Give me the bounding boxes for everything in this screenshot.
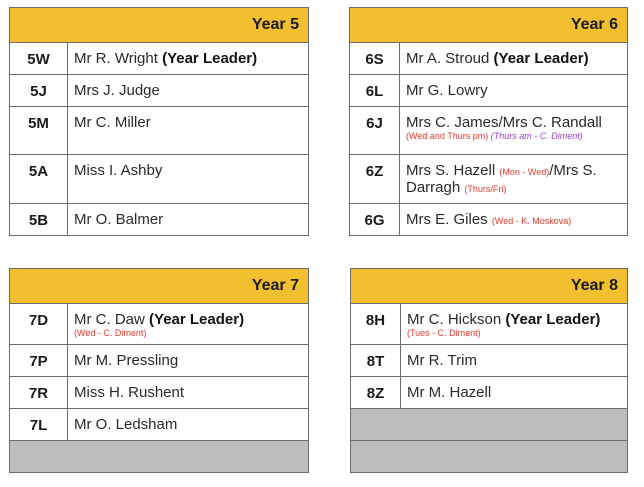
cover-note: (Tues - C. Diment) bbox=[407, 328, 481, 338]
table-row bbox=[350, 43, 628, 75]
table-row bbox=[10, 304, 309, 345]
empty-cell bbox=[351, 441, 628, 473]
class-code: 7L bbox=[10, 409, 68, 441]
cover-note-time: (Wed and Thurs pm) bbox=[406, 131, 489, 141]
teacher-name: Mrs J. Judge bbox=[68, 75, 309, 107]
teacher-cell bbox=[400, 107, 628, 155]
class-code: 5A bbox=[10, 155, 68, 204]
teacher-name: Mr M. Hazell bbox=[401, 377, 628, 409]
teacher-name: Mr R. Trim bbox=[401, 345, 628, 377]
table-row bbox=[10, 345, 309, 377]
teacher-name: Mr O. Balmer bbox=[68, 204, 309, 236]
cover-note bbox=[406, 131, 627, 142]
class-code: 5J bbox=[10, 75, 68, 107]
year7-header-row bbox=[10, 269, 309, 304]
class-code: 8T bbox=[351, 345, 401, 377]
table-row bbox=[351, 304, 628, 345]
year5-title: Year 5 bbox=[10, 8, 309, 43]
role-label: (Year Leader) bbox=[493, 50, 589, 67]
empty-row bbox=[351, 441, 628, 473]
year8-table bbox=[350, 268, 628, 473]
teacher-name: Mrs S. Hazell bbox=[406, 162, 496, 179]
cover-note: (Mon - Wed) bbox=[499, 167, 550, 177]
cover-note-teacher: (Thurs am - C. Diment) bbox=[490, 131, 583, 141]
table-row bbox=[351, 345, 628, 377]
table-row bbox=[350, 204, 628, 236]
class-code: 8H bbox=[351, 304, 401, 345]
class-code: 6S bbox=[350, 43, 400, 75]
teacher-cell bbox=[400, 155, 628, 204]
teacher-cell bbox=[68, 304, 309, 345]
class-code: 6L bbox=[350, 75, 400, 107]
teacher-name: Mr A. Stroud bbox=[406, 50, 490, 67]
teacher-name: Mr R. Wright bbox=[74, 50, 158, 67]
year7-title: Year 7 bbox=[10, 269, 309, 304]
teacher-name: /Mrs S. Darragh bbox=[406, 162, 597, 196]
table-row bbox=[10, 377, 309, 409]
table-row bbox=[10, 409, 309, 441]
year5-header-row bbox=[10, 8, 309, 43]
cover-note: (Thurs/Fri) bbox=[464, 184, 507, 194]
table-row bbox=[10, 43, 309, 75]
cover-note: (Wed - C. Diment) bbox=[74, 328, 147, 338]
role-label: (Year Leader) bbox=[149, 311, 245, 328]
teacher-name: Mr M. Pressling bbox=[68, 345, 309, 377]
teacher-cell bbox=[400, 43, 628, 75]
teacher-cell bbox=[401, 304, 628, 345]
class-code: 7R bbox=[10, 377, 68, 409]
year6-header-row bbox=[350, 8, 628, 43]
year7-table bbox=[9, 268, 309, 473]
teacher-name: Mr O. Ledsham bbox=[68, 409, 309, 441]
table-row bbox=[10, 204, 309, 236]
teacher-cell bbox=[68, 43, 309, 75]
cover-note: (Wed - K. Moskova) bbox=[491, 216, 572, 226]
empty-cell bbox=[10, 441, 309, 473]
table-row bbox=[350, 107, 628, 155]
table-row bbox=[351, 377, 628, 409]
teacher-name: Miss H. Rushent bbox=[68, 377, 309, 409]
table-row bbox=[350, 155, 628, 204]
teacher-name: Miss I. Ashby bbox=[68, 155, 309, 204]
class-code: 5W bbox=[10, 43, 68, 75]
year6-table bbox=[349, 7, 628, 236]
empty-row bbox=[10, 441, 309, 473]
class-code: 5B bbox=[10, 204, 68, 236]
class-code: 7P bbox=[10, 345, 68, 377]
year8-header-row bbox=[351, 269, 628, 304]
empty-cell bbox=[351, 409, 628, 441]
class-code: 6J bbox=[350, 107, 400, 155]
teacher-name: Mr C. Hickson bbox=[407, 311, 502, 328]
table-row bbox=[10, 155, 309, 204]
role-label: (Year Leader) bbox=[162, 50, 258, 67]
role-label: (Year Leader) bbox=[505, 311, 601, 328]
class-code: 7D bbox=[10, 304, 68, 345]
class-code: 6Z bbox=[350, 155, 400, 204]
teacher-name: Mr C. Miller bbox=[68, 107, 309, 155]
teacher-name: Mr C. Daw bbox=[74, 311, 145, 328]
teacher-name: Mr G. Lowry bbox=[400, 75, 628, 107]
year6-title: Year 6 bbox=[350, 8, 628, 43]
class-code: 6G bbox=[350, 204, 400, 236]
teacher-name: Mrs C. James/Mrs C. Randall bbox=[406, 114, 602, 131]
empty-row bbox=[351, 409, 628, 441]
table-row bbox=[10, 107, 309, 155]
table-row bbox=[10, 75, 309, 107]
year8-title: Year 8 bbox=[351, 269, 628, 304]
class-code: 8Z bbox=[351, 377, 401, 409]
teacher-name: Mrs E. Giles bbox=[406, 211, 488, 228]
year5-table bbox=[9, 7, 309, 236]
teacher-cell bbox=[400, 204, 628, 236]
table-row bbox=[350, 75, 628, 107]
class-code: 5M bbox=[10, 107, 68, 155]
